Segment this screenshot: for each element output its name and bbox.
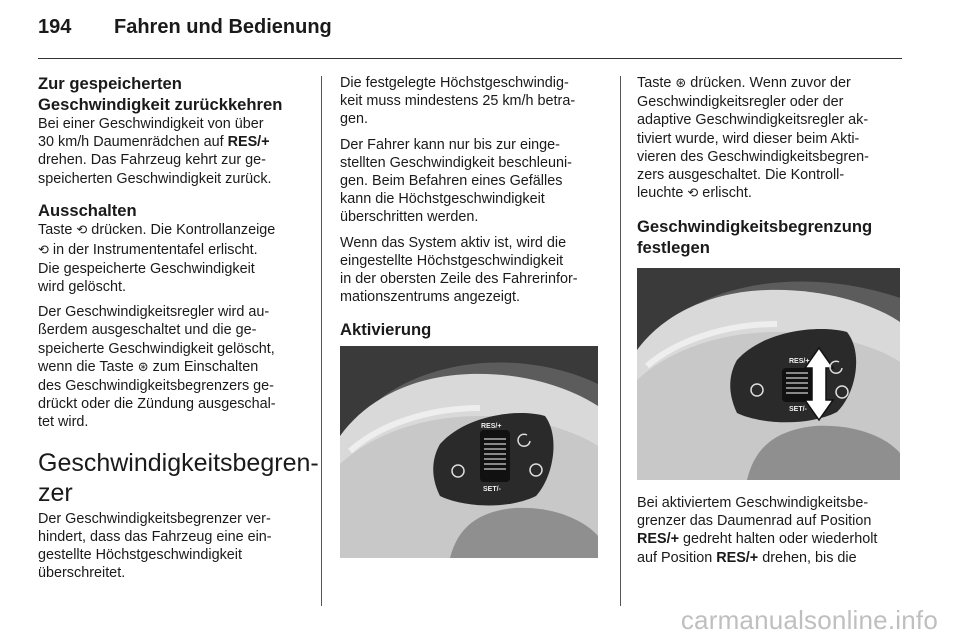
header-divider (38, 58, 902, 59)
heading-resume: Zur gespeicherten Geschwindigkeit zurückkehren (38, 74, 283, 114)
watermark: carmanualsonline.info (680, 605, 938, 635)
paragraph-accelerate: Der Fahrer kann nur bis zur einge- stellten Geschwindigkeit beschleuni- gen. Beim Befahren eines Gefälles kann die Höchstgeschwindigkeit überschritten werden. (340, 136, 572, 226)
paragraph-limiter: Der Geschwindigkeitsbegrenzer ver- hindert, dass das Fahrzeug eine ein- gestellte Höchstgeschwindigkeit überschreitet. (38, 510, 272, 582)
steering-wheel-figure-activation (340, 346, 598, 558)
column-1 (38, 74, 319, 589)
paragraph-min-speed: Die festgelegte Höchstgeschwindig- keit muss mindestens 25 km/h betra- gen. (340, 75, 576, 128)
heading-set-limit: Geschwindigkeitsbegrenzung festlegen (637, 217, 873, 257)
paragraph-set-limit: Bei aktiviertem Geschwindigkeitsbe- grenzer das Daumenrad auf Position RES/+ gedreht halten oder wiederholt auf Position RES/+ drehen, bis die (637, 495, 878, 566)
res-label: RES/+ (481, 423, 502, 430)
page-number: 194 (38, 16, 72, 38)
res-label: RES/+ (789, 358, 810, 365)
heading-limiter: Geschwindigkeitsbegren- zer (38, 448, 319, 507)
column-divider-2 (620, 76, 621, 606)
cruise-control-icon: ⟲ (687, 186, 699, 202)
set-label: SET/- (483, 486, 501, 493)
page-title: Fahren und Bedienung (114, 16, 332, 38)
cruise-control-icon: ⟲ (76, 223, 88, 239)
paragraph-ausschalten-2: Der Geschwindigkeitsregler wird au- ßerdem ausgeschaltet und die ge- speicherte Geschwindigkeit gelöscht, wenn die Taste ⊛ zum Einschalten des Geschwindigkeitsbegrenzers ge- drückt oder die Zündung ausgeschal- tet wird. (38, 304, 276, 431)
speed-limiter-icon: ⊛ (137, 359, 149, 375)
paragraph-display: Wenn das System aktiv ist, wird die eingestellte Höchstgeschwindigkeit in der obersten Zeile des Fahrerinfor- mationszentrums angezeigt. (340, 234, 578, 306)
set-label: SET/- (789, 406, 807, 413)
column-3-bottom (637, 494, 907, 574)
paragraph-press-limiter: Taste ⊛ drücken. Wenn zuvor der Geschwindigkeitsregler oder der adaptive Geschwindigkeitsregler ak- tiviert wurde, wird dieser beim Akti- vieren des Geschwindigkeitsbegren- zers ausgeschaltet. Die Kontroll- leuchte ⟲ erlischt. (637, 75, 869, 202)
column-2 (340, 74, 612, 348)
page-header (38, 16, 900, 46)
steering-wheel-figure-set-limit (637, 268, 900, 480)
paragraph-resume: Bei einer Geschwindigkeit von über 30 km/h Daumenrädchen auf RES/+ drehen. Das Fahrzeug kehrt zur ge- speicherten Geschwindigkeit zurück. (38, 116, 272, 187)
cruise-control-icon: ⟲ (38, 242, 49, 258)
column-3 (637, 74, 907, 265)
heading-aktivierung: Aktivierung (340, 320, 432, 340)
paragraph-ausschalten-1: Taste ⟲ drücken. Die Kontrollanzeige ⟲ in der Instrumententafel erlischt. Die gespeicherte Geschwindigkeit wird gelöscht. (38, 222, 276, 295)
column-divider-1 (321, 76, 322, 606)
heading-ausschalten: Ausschalten (38, 200, 137, 220)
speed-limiter-icon: ⊛ (675, 76, 687, 91)
